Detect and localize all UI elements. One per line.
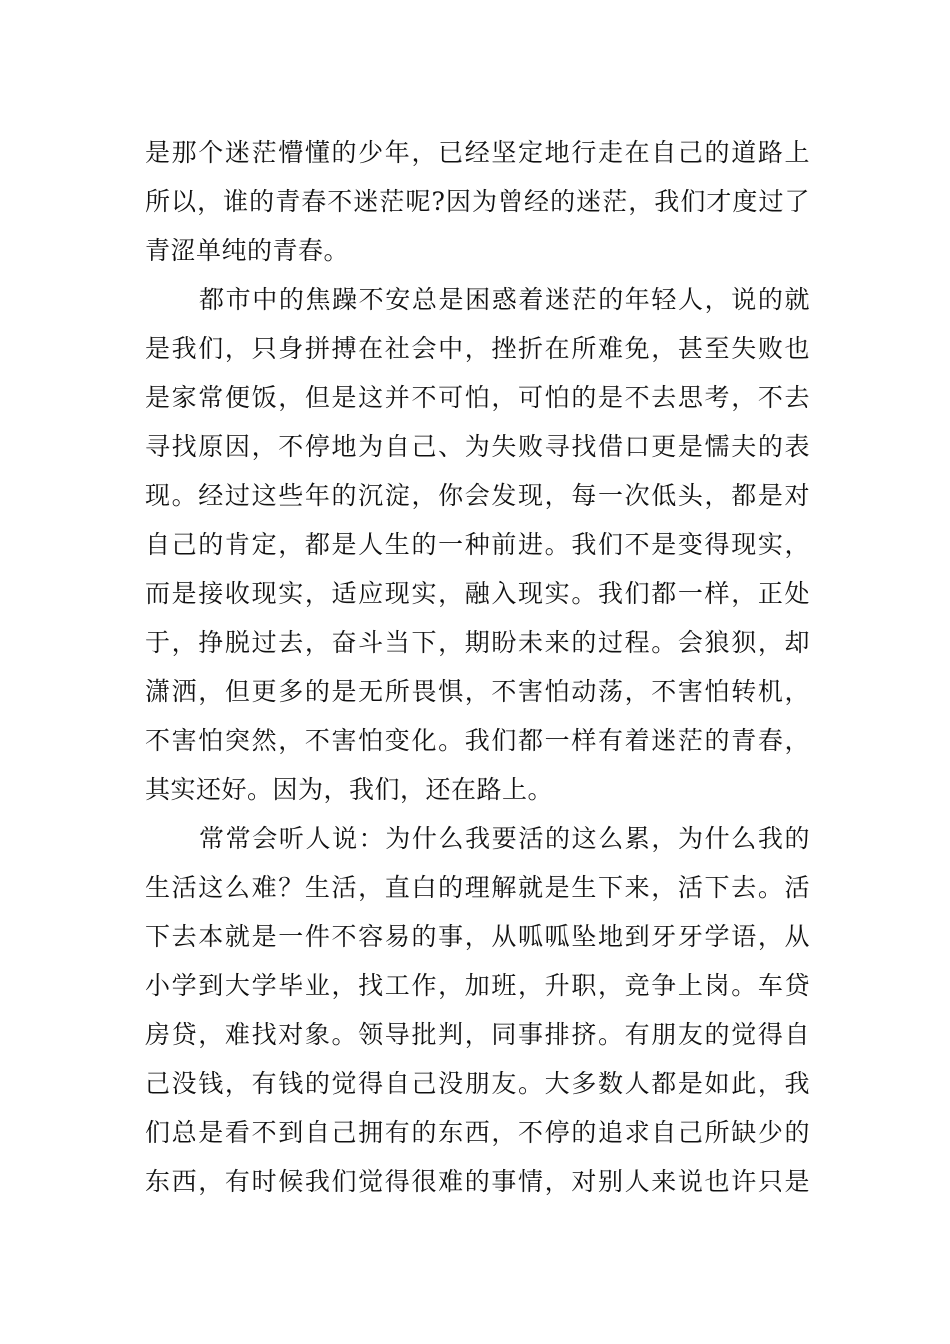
text-line: 不害怕突然，不害怕变化。我们都一样有着迷茫的青春，	[145, 726, 810, 755]
document-body	[145, 128, 810, 1206]
text-line: 于，挣脱过去，奋斗当下，期盼未来的过程。会狼狈，却	[145, 628, 810, 657]
text-line: 们总是看不到自己拥有的东西，不停的追求自己所缺少的	[145, 1118, 810, 1147]
text-line: 小学到大学毕业，找工作，加班，升职，竞争上岗。车贷	[145, 971, 810, 1000]
text-line: 东西，有时候我们觉得很难的事情，对别人来说也许只是	[145, 1167, 810, 1196]
text-line: 寻找原因，不停地为自己、为失败寻找借口更是懦夫的表	[145, 432, 810, 461]
text-line: 是那个迷茫懵懂的少年，已经坚定地行走在自己的道路上	[145, 138, 810, 167]
text-line: 现。经过这些年的沉淀，你会发现，每一次低头，都是对	[145, 481, 810, 510]
text-line: 生活这么难？生活，直白的理解就是生下来，活下去。活	[145, 873, 810, 902]
text-line: 是我们，只身拼搏在社会中，挫折在所难免，甚至失败也	[145, 334, 810, 363]
text-line: 常常会听人说：为什么我要活的这么累，为什么我的	[199, 824, 810, 853]
text-line: 所以，谁的青春不迷茫呢?因为曾经的迷茫，我们才度过了	[145, 187, 810, 216]
text-line: 其实还好。因为，我们，还在路上。	[145, 775, 554, 804]
text-line: 下去本就是一件不容易的事，从呱呱坠地到牙牙学语，从	[145, 922, 810, 951]
text-line: 而是接收现实，适应现实，融入现实。我们都一样，正处	[145, 579, 810, 608]
text-line: 青涩单纯的青春。	[145, 236, 350, 265]
text-line: 自己的肯定，都是人生的一种前进。我们不是变得现实，	[145, 530, 810, 559]
text-line: 潇洒，但更多的是无所畏惧，不害怕动荡，不害怕转机，	[145, 677, 810, 706]
text-line: 是家常便饭，但是这并不可怕，可怕的是不去思考，不去	[145, 383, 810, 412]
text-line: 房贷，难找对象。领导批判，同事排挤。有朋友的觉得自	[145, 1020, 810, 1049]
text-line: 己没钱，有钱的觉得自己没朋友。大多数人都是如此，我	[145, 1069, 810, 1098]
text-line: 都市中的焦躁不安总是困惑着迷茫的年轻人，说的就	[199, 285, 810, 314]
